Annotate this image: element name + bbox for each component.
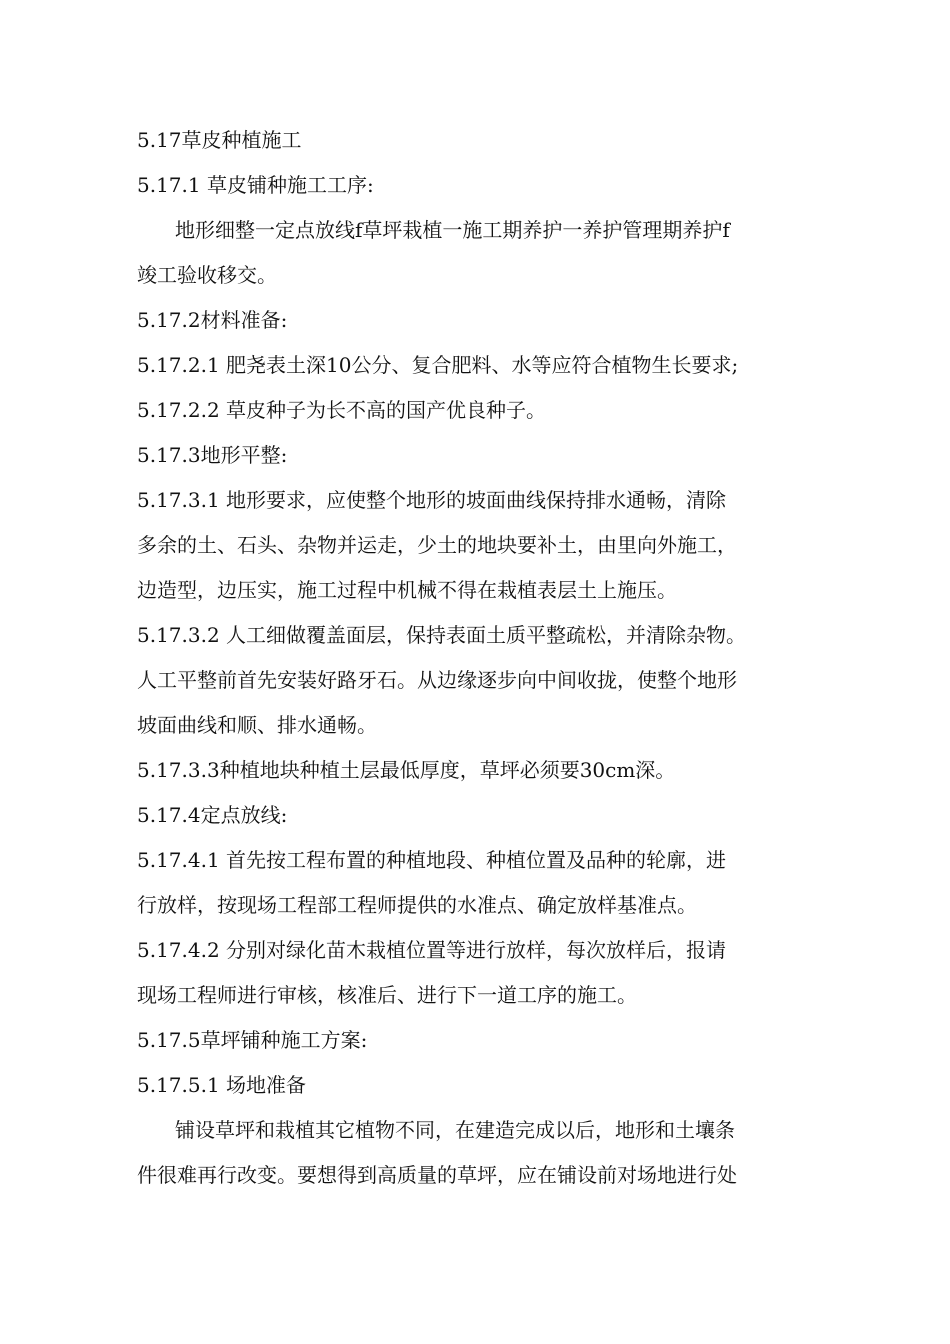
- paragraph-line: 人工平整前首先安装好路牙石。从边缘逐步向中间收拢，使整个地形: [137, 668, 737, 692]
- paragraph-line: 件很难再行改变。要想得到高质量的草坪，应在铺设前对场地进行处: [137, 1163, 737, 1187]
- clause-5-17-4-1: 5.17.4.1 首先按工程布置的种植地段、种植位置及品种的轮廓，进: [137, 848, 727, 872]
- subsection-heading-5-17-2: 5.17.2材料准备:: [137, 308, 288, 332]
- clause-5-17-4-2: 5.17.4.2 分别对绿化苗木栽植位置等进行放样，每次放样后，报请: [137, 938, 727, 962]
- clause-5-17-3-2: 5.17.3.2 人工细做覆盖面层，保持表面土质平整疏松，并清除杂物。: [137, 623, 747, 647]
- paragraph-line: 多余的土、石头、杂物并运走，少土的地块要补土，由里向外施工，: [137, 533, 737, 557]
- subsection-heading-5-17-5: 5.17.5草坪铺种施工方案:: [137, 1028, 368, 1052]
- subsection-heading-5-17-4: 5.17.4定点放线:: [137, 803, 288, 827]
- subsection-heading-5-17-1: 5.17.1 草皮铺种施工工序:: [137, 173, 374, 197]
- clause-5-17-2-1: 5.17.2.1 肥尧表土深10公分、复合肥料、水等应符合植物生长要求;: [137, 353, 739, 377]
- paragraph-line: 地形细整一定点放线f草坪栽植一施工期养护一养护管理期养护f: [175, 218, 730, 242]
- clause-5-17-2-2: 5.17.2.2 草皮种子为长不高的国产优良种子。: [137, 398, 547, 422]
- clause-5-17-5-1: 5.17.5.1 场地准备: [137, 1073, 307, 1097]
- section-heading-5-17: 5.17草皮种植施工: [137, 128, 302, 152]
- clause-5-17-3-1: 5.17.3.1 地形要求，应使整个地形的坡面曲线保持排水通畅，清除: [137, 488, 727, 512]
- subsection-heading-5-17-3: 5.17.3地形平整:: [137, 443, 288, 467]
- paragraph-line: 竣工验收移交。: [137, 263, 277, 287]
- paragraph-line: 边造型，边压实，施工过程中机械不得在栽植表层土上施压。: [137, 578, 677, 602]
- paragraph-line: 铺设草坪和栽植其它植物不同，在建造完成以后，地形和土壤条: [175, 1118, 735, 1142]
- clause-5-17-3-3: 5.17.3.3种植地块种植土层最低厚度，草坪必须要30cm深。: [137, 758, 676, 782]
- paragraph-line: 现场工程师进行审核，核准后、进行下一道工序的施工。: [137, 983, 637, 1007]
- paragraph-line: 坡面曲线和顺、排水通畅。: [137, 713, 377, 737]
- document-body: [137, 118, 827, 1198]
- paragraph-line: 行放样，按现场工程部工程师提供的水准点、确定放样基准点。: [137, 893, 697, 917]
